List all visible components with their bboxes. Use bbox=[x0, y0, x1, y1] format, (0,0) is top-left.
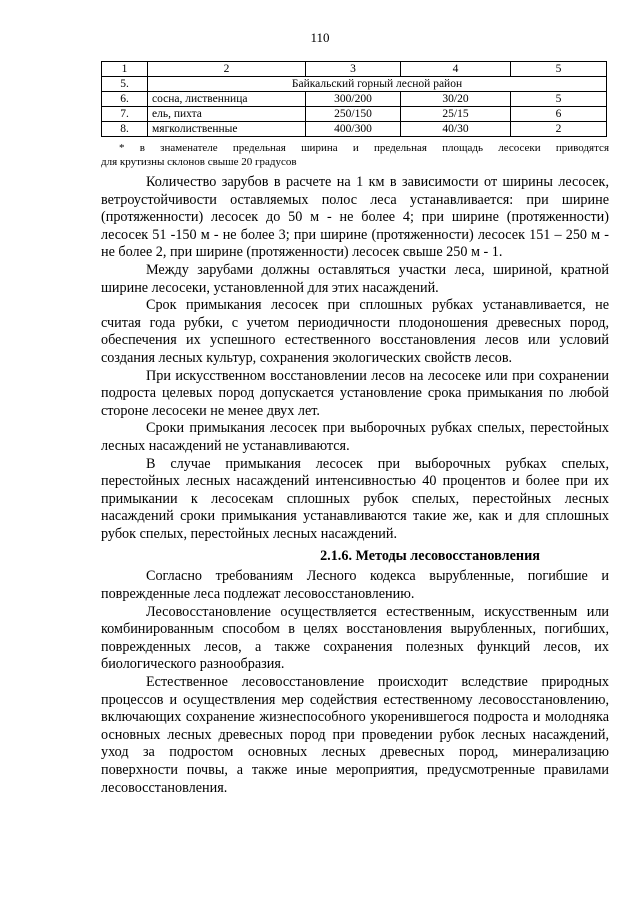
table-header-cell: 3 bbox=[306, 62, 401, 77]
table-cell: 400/300 bbox=[306, 122, 401, 137]
paragraph: Согласно требованиям Лесного кодекса вырубленные, погибшие и поврежденные леса подлежат лесовосстановлению. bbox=[101, 568, 609, 603]
region-label: Байкальский горный лесной район bbox=[148, 77, 607, 92]
body-text bbox=[101, 174, 609, 797]
row-number: 5. bbox=[102, 77, 148, 92]
section-heading: 2.1.6. Методы лесовосстановления bbox=[320, 548, 540, 565]
species-cell: ель, пихта bbox=[148, 107, 306, 122]
footnote-line: для крутизны склонов свыше 20 градусов bbox=[101, 156, 297, 168]
paragraph: Сроки примыкания лесосек при выборочных рубках спелых, перестойных лесных насаждений не устанавливаются. bbox=[101, 420, 609, 454]
forest-table bbox=[101, 61, 607, 137]
footnote-line: * в знаменателе предельная ширина и предельная площадь лесосеки приводятся bbox=[119, 142, 609, 154]
table-row bbox=[102, 122, 607, 137]
table-region-row bbox=[102, 77, 607, 92]
paragraph: Естественное лесовосстановление происходит вследствие природных процессов и осуществления мер содействия естественному лесовосстановлению, включающих сохранение жизнеспособного укоренившегося подроста и молодняка основных лесных древесных пород при проведении рубок лесных насаждений, уход за подростом основных лесных древесных пород, минерализацию поверхности почвы, а также иные мероприятия, предусмотренные правилами лесовосстановления. bbox=[101, 674, 609, 796]
table-footnote bbox=[101, 141, 609, 169]
table-row bbox=[102, 107, 607, 122]
paragraph: Лесовосстановление осуществляется естественным, искусственным или комбинированным способом в целях восстановления вырубленных, погибших, поврежденных лесов, а также сохранения полезных функций лесов, их биологического разнообразия. bbox=[101, 603, 609, 673]
table-cell: 5 bbox=[511, 92, 607, 107]
table-header-row bbox=[102, 62, 607, 77]
row-number: 6. bbox=[102, 92, 148, 107]
paragraph: Срок примыкания лесосек при сплошных рубках устанавливается, не считая года рубки, с учетом периодичности плодоношения древесных пород, обеспечения их успешного естественного восстановления лесов или условий создания лесных культур, сохранения экологических свойств лесов. bbox=[101, 297, 609, 366]
table-cell: 40/30 bbox=[401, 122, 511, 137]
paragraph: При искусственном восстановлении лесов на лесосеке или при сохранении подроста целевых пород допускается установление срока примыкания по любой стороне лесосеки не менее двух лет. bbox=[101, 367, 609, 419]
page-number: 110 bbox=[310, 30, 330, 45]
table-cell: 250/150 bbox=[306, 107, 401, 122]
table-cell: 25/15 bbox=[401, 107, 511, 122]
paragraph: В случае примыкания лесосек при выборочных рубках спелых, перестойных лесных насаждений интенсивностью 40 процентов и более при их примыкании к лесосекам сплошных рубок спелых, перестойных лесных насаждений сроки примыкания устанавливаются такие же, как и для сплошных рубок спелых, перестойных лесных насаждений. bbox=[101, 455, 609, 542]
table-header-cell: 4 bbox=[401, 62, 511, 77]
table-cell: 30/20 bbox=[401, 92, 511, 107]
species-cell: сосна, лиственница bbox=[148, 92, 306, 107]
species-cell: мягколиственные bbox=[148, 122, 306, 137]
table-header-cell: 2 bbox=[148, 62, 306, 77]
row-number: 7. bbox=[102, 107, 148, 122]
paragraph: Между зарубами должны оставляться участки леса, шириной, кратной ширине лесосеки, установленной для этих насаждений. bbox=[101, 261, 609, 296]
table-header-cell: 5 bbox=[511, 62, 607, 77]
table-cell: 300/200 bbox=[306, 92, 401, 107]
paragraph: Количество зарубов в расчете на 1 км в зависимости от ширины лесосек, ветроустойчивости оставляемых полос леса устанавливается: при ширине (протяженности) лесосек до 50 м - не более 4; при ширине (протяженности) лесосек 51 -150 м - не более 3; при ширине (протяженности) лесосек 151 – 250 м - не более 2, при ширине (протяженности) лесосек свыше 250 м - 1. bbox=[101, 174, 609, 261]
table-row bbox=[102, 92, 607, 107]
table-cell: 2 bbox=[511, 122, 607, 137]
table-header-cell: 1 bbox=[102, 62, 148, 77]
table-cell: 6 bbox=[511, 107, 607, 122]
row-number: 8. bbox=[102, 122, 148, 137]
